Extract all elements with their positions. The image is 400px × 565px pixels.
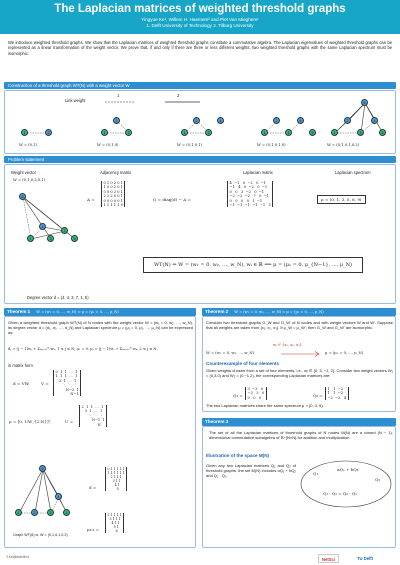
- theorem3-section: [202, 426, 396, 548]
- graph-node: 3: [205, 129, 212, 136]
- graph-node: 2: [273, 117, 280, 124]
- theorem2-section: [202, 316, 396, 412]
- q1-matrix: 3 −3 0 −3 3 0 0 0 0: [245, 387, 267, 400]
- contact-email[interactable]: Y.Ke@tudelft.nl: [6, 555, 30, 559]
- combination-point: αQ₁ + bQ₂: [337, 467, 359, 472]
- theorem2-text: Consider two threshold graphs G_W and G_W' of N nodes and with weight vectors W and W'. Suppose that all weights are taken from {x₁, x₂, x₃}. If μ_W = μ_W', then G_W and G_W' are isomorphic.: [206, 320, 393, 331]
- weight-vector-3: W = (0,1,0,1): [177, 143, 203, 147]
- theorem2-equation: W = (w₁ = 0, w₂, …, w_N) ⇒ μ = (μ₁ = 0, …, μ_N): [234, 310, 324, 314]
- problem-heading: Problem statement: [4, 156, 396, 163]
- weight-one: 1: [117, 93, 120, 98]
- illustration-text: Given any two Laplacian matrices Q₁ and Q₂ of threshold graphs, the set M(N) includes αQ₁ + bQ₂ and Q₁ · Q₂.: [206, 463, 296, 479]
- product-point: Q₁ · Q₂ = Q₂ · Q₁: [323, 491, 357, 496]
- adjacency-matrix: 0 1 0 2 0 1 1 0 0 2 0 1 0 0 0 2 0 1 2 2 2 0 0 1 0 0 0 0 0 1 1 1 1 1 1 0: [101, 181, 125, 207]
- graph-node: 1: [181, 129, 188, 136]
- graph-node: 2: [193, 117, 200, 124]
- graph-node: 3: [357, 129, 364, 136]
- theorem3-text: The set of all the Laplacian matrices of threshold graphs of N nodes M(N) are a closed (N − 1)-dimensional commutative subalgebra of ℝ^{N×N} for addition and multiplication.: [209, 430, 393, 441]
- graph-node: 5: [309, 129, 316, 136]
- graph-node: 6: [361, 99, 368, 106]
- graph-node: 2: [344, 117, 351, 124]
- theorem1-section: [4, 316, 196, 548]
- graph-node: 4: [55, 493, 62, 500]
- graph-caption: Graph WT(6) w. W = (0,1,0,1,0,2): [13, 533, 68, 537]
- equivalence-box: WT(N) ⇔ W = (w₁ = 0, w₂, …, w_N), wᵢ ∈ ℝ ⟹ μ = (μ₁ = 0, μ_{N−1}, …, μ_N): [143, 257, 363, 273]
- graph-node: 5: [63, 509, 70, 516]
- laplacian-spectrum: μ = (0, 1, 3, 5, 6, 9): [317, 195, 366, 204]
- theorem3-heading: Theorem 3: [202, 418, 396, 426]
- intro-text: We introduce weighted threshold graphs. We show that the Laplacian matrices of weighted threshold graphs constitute a commutative algebra. The Laplacian eigenvalues of weighted threshold graphs can be represented as a linear transformation of the weight vector. We prove that, if and only if there are three or less different weights, two weighted threshold graphs with the same Laplacian spectrum must be isomorphic.: [8, 40, 392, 56]
- graph-node: 4: [217, 117, 224, 124]
- graph-node: 2: [113, 117, 120, 124]
- q1-point: Q₁: [313, 471, 318, 476]
- authors: Yingyue Ke¹, Willem H. Haemers² and Piet Van Mieghem¹: [141, 17, 259, 22]
- graph-node: 3: [47, 235, 54, 242]
- d-example-matrix: 0 1 1 1 1 1 1 1 1 1 1 1 2 1 1 1 3 1 1 4 1 5: [105, 467, 127, 491]
- graph-node: 1: [101, 129, 108, 136]
- graph-node: 1: [331, 129, 338, 136]
- footer: [0, 553, 400, 565]
- graph-node: 1: [261, 129, 268, 136]
- weight-two: 2: [177, 93, 180, 98]
- netsci-logo: NetSci: [318, 554, 339, 563]
- graph-node: 1: [27, 235, 34, 242]
- weight-vector-5: W = (0,1,0,1,0,2): [327, 143, 360, 147]
- construction-section: [4, 90, 396, 154]
- graph-node: 5: [71, 235, 78, 242]
- col-weight-vector: Weight vector: [11, 170, 36, 175]
- counterexample-end: The two Laplacian matrices share the same spectrum μ = (0, 0, 6).: [206, 403, 324, 408]
- q1-label: Q₁ =: [233, 393, 243, 398]
- q2-matrix: 1 1 −2 1 1 −2 −2 −2 4: [325, 387, 349, 400]
- laplacian-label: Q = diag(d) − A =: [153, 197, 191, 202]
- q2-label: Q₂ =: [313, 393, 323, 398]
- tudelft-logo: TU Delft: [357, 556, 374, 561]
- weight-vector-4: W = (0,1,0,1,0): [257, 143, 286, 147]
- poster-header: [0, 0, 400, 34]
- mu-equation: μ = [0, UW_{2:N}]ᵀ,: [9, 419, 52, 424]
- illustration-heading: Illustration of the space M(N): [206, 453, 270, 458]
- v-label: V =: [41, 381, 49, 386]
- u-matrix: 2 1 1 … 1 3 1 … 1 ⋱ ⋱ ⋮ N−1 1 N: [79, 405, 107, 427]
- theorem1-formula: dⱼ = (j − 1)wⱼ + Σₖ₌ⱼ₊₁ᴺ wₖ, 1 ≤ j ≤ N; μ₁ = 0, μⱼ = (j − 1)wⱼ + Σₖ₌ⱼ₊₁ᴺ wₖ, 2 ≤ j ≤ N: [8, 347, 157, 351]
- d-equation: d = VW,: [13, 381, 30, 386]
- col-spectrum: Laplacian spectrum: [335, 170, 371, 175]
- theorem2-heading: Theorem 2 W = (w₁ = 0, w₂, …, w_N) ⇒ μ = (μ₁ = 0, …, μ_N): [202, 308, 396, 316]
- link-weight-label: Link weight: [65, 98, 86, 103]
- graph-node: 4: [371, 117, 378, 124]
- laplacian-matrix: 4 −1 0 −2 0 −1 −1 4 0 −2 0 −1 0 0 3 −2 0 −1 −2 −2 −2 7 0 −1 0 0 0 0 1 −1 −1 −1 −1 −1 −1 5: [227, 181, 273, 207]
- graph-node: 1: [15, 509, 22, 516]
- graph-node: 2: [45, 129, 52, 136]
- poster-title: The Laplacian matrices of weighted threshold graphs: [54, 3, 346, 15]
- mu-example-matrix: 2 1 1 1 1 3 1 1 1 4 1 1 5 1 6: [105, 513, 124, 533]
- d-small-label: d =: [89, 485, 97, 490]
- weight-vector: W = (0,1,0,2,0,1): [13, 178, 46, 182]
- weight-set: wᵢ ∈ {x₁, x₂, x₃}: [273, 343, 303, 347]
- col-laplacian: Laplacian matrix: [243, 170, 273, 175]
- arrow-icon: [281, 351, 321, 357]
- theorem2-right: μ = (μ₁ = 0, …, μ_N): [325, 351, 364, 355]
- theorem1-heading: Theorem 1 W = (w₁ = 0, …, w_N) ⇒ μ = (μ₁ = 0, …, μ_N): [4, 308, 196, 316]
- graph-node: 6: [19, 193, 26, 200]
- graph-node: 3: [125, 129, 132, 136]
- theorem1-text: Given a weighted threshold graph WT(N) of N nodes with the weight vector W = (w₁ = 0, w₂, …, w_N), its degree vector d = (d₁, d₂, …, d_N) and Laplacian spectrum μ = (μ₁ = 0, μ₂, …, μ_N) can be expressed as:: [8, 320, 193, 336]
- graph-node: 4: [39, 223, 46, 230]
- graph-node: 2: [61, 227, 68, 234]
- affiliation: 1. Delft University of Technology 2. Tilburg University: [146, 23, 254, 28]
- problem-section: [4, 164, 396, 304]
- theorem2-left: W = (w₁ = 0, w₂, …, w_N): [206, 351, 255, 355]
- theorem1-equation: W = (w₁ = 0, …, w_N) ⇒ μ = (μ₁ = 0, …, μ_N): [36, 310, 119, 314]
- adjacency-label: A =: [87, 197, 95, 202]
- counterexample-text: Given weights chosen from a set of four elements, i.e., wᵢ ∈ {0, 3, −1, 2}. Consider two weight vectors W₁ = (0,3,0) and W₂ = (0,−1,2), the corresponding Laplacian matrices are:: [206, 368, 393, 379]
- u-label: U =: [65, 419, 74, 424]
- graph-node: 3: [47, 509, 54, 516]
- degree-vector: Degree vector d = (4, 4, 3, 7, 1, 5): [27, 295, 89, 300]
- graph-node: 6: [39, 465, 46, 472]
- graph-node: 5: [379, 129, 386, 136]
- v-matrix: 0 1 1 … 1 1 1 1 … 1 2 1 … 1 ⋱ ⋱ ⋮ N−2 1 N−1: [53, 370, 81, 396]
- matrix-form-label: in matrix form: [8, 363, 33, 368]
- mu-small-label: μ₂:₆ =: [87, 527, 100, 532]
- q2-point: Q₂: [375, 477, 380, 482]
- graph-node: 3: [285, 129, 292, 136]
- weight-vector-1: W = (0,1): [19, 143, 37, 147]
- construction-heading: Construction of a threshold graph WT(N) with a weight vector W: [4, 82, 396, 89]
- graph-node: 4: [297, 117, 304, 124]
- graph-node: 1: [21, 129, 28, 136]
- counterexample-heading: Counterexample of four elements: [206, 361, 280, 366]
- weight-vector-2: W = (0,1,0): [97, 143, 119, 147]
- col-adjacency: Adjacency matrix: [100, 170, 132, 175]
- graph-node: 2: [31, 509, 38, 516]
